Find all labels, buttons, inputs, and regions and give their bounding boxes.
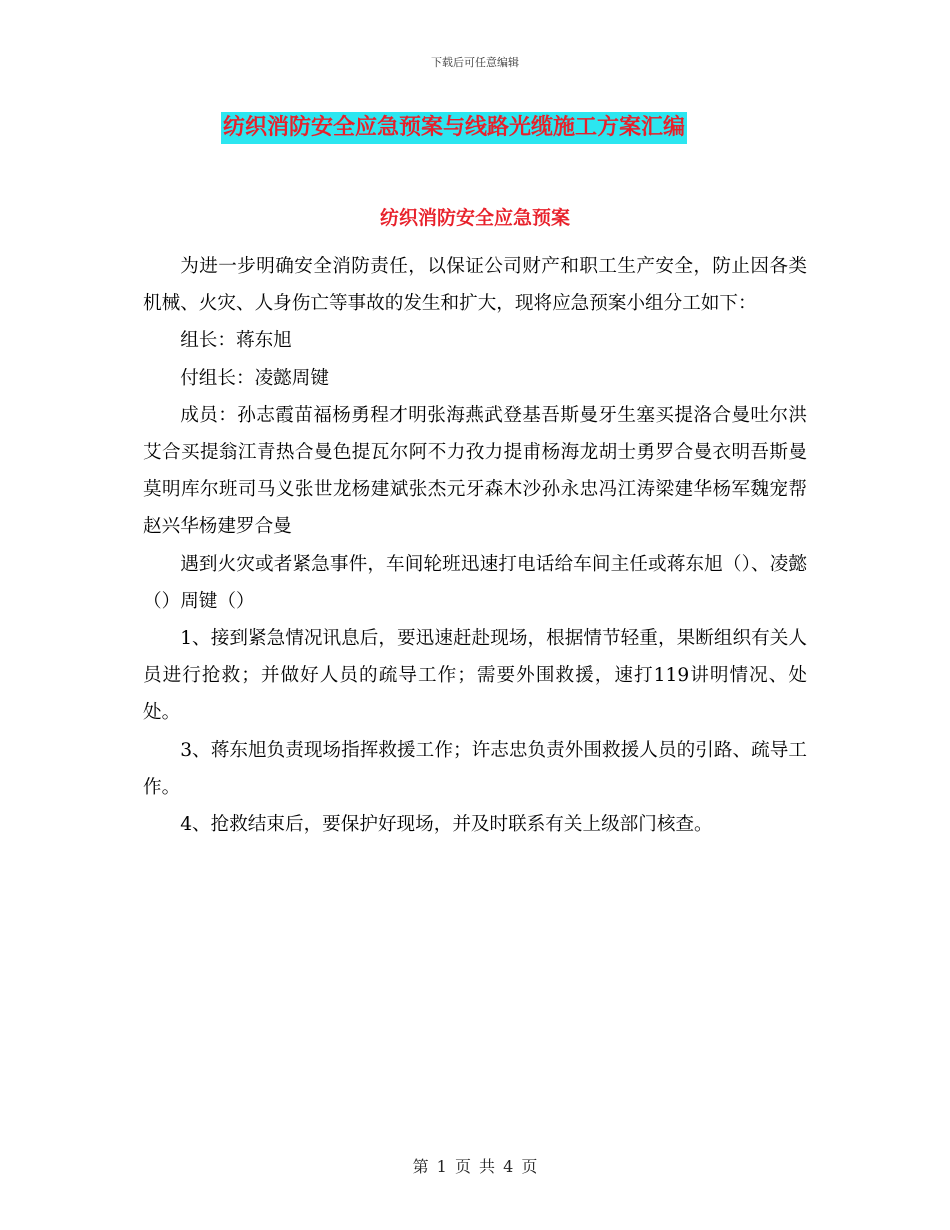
paragraph-step-1: 1、接到紧急情况讯息后，要迅速赶赴现场，根据情节轻重，果断组织有关人员进行抢救；并做好人员的疏导工作；需要外围救援，速打119讲明情况、处处。: [143, 628, 807, 724]
paragraph-intro: 为进一步明确安全消防责任，以保证公司财产和职工生产安全，防止因各类机械、火灾、人身伤亡等事故的发生和扩大，现将应急预案小组分工如下：: [143, 256, 807, 315]
paragraph-leader: 组长：蒋东旭: [180, 330, 292, 352]
document-main-title: 纺织消防安全应急预案与线路光缆施工方案汇编: [221, 112, 687, 144]
paragraph-members: 成员：孙志霞苗福杨勇程才明张海燕武登基吾斯曼牙生塞买提洛合曼吐尔洪艾合买提翁江青热合曼色提瓦尔阿不力孜力提甫杨海龙胡士勇罗合曼衣明吾斯曼莫明库尔班司马义张世龙杨建斌张杰元牙森木沙孙永忠冯江涛梁建华杨军魏宠帮赵兴华杨建罗合曼: [143, 404, 807, 538]
paragraph-emergency-contact: 遇到火灾或者紧急事件，车间轮班迅速打电话给车间主任或蒋东旭（）、凌懿（）周键（）: [143, 553, 807, 612]
header-note: 下载后可任意编辑: [431, 56, 519, 69]
paragraph-step-3: 3、蒋东旭负责现场指挥救援工作；许志忠负责外围救援人员的引路、疏导工作。: [143, 739, 807, 798]
section-title: 纺织消防安全应急预案: [379, 207, 570, 229]
paragraph-deputy-leader: 付组长：凌懿周键: [180, 367, 329, 389]
document-body: [143, 248, 807, 843]
page-number: 第 1 页 共 4 页: [412, 1157, 538, 1176]
paragraph-step-4: 4、抢救结束后，要保护好现场，并及时联系有关上级部门核查。: [180, 814, 713, 836]
